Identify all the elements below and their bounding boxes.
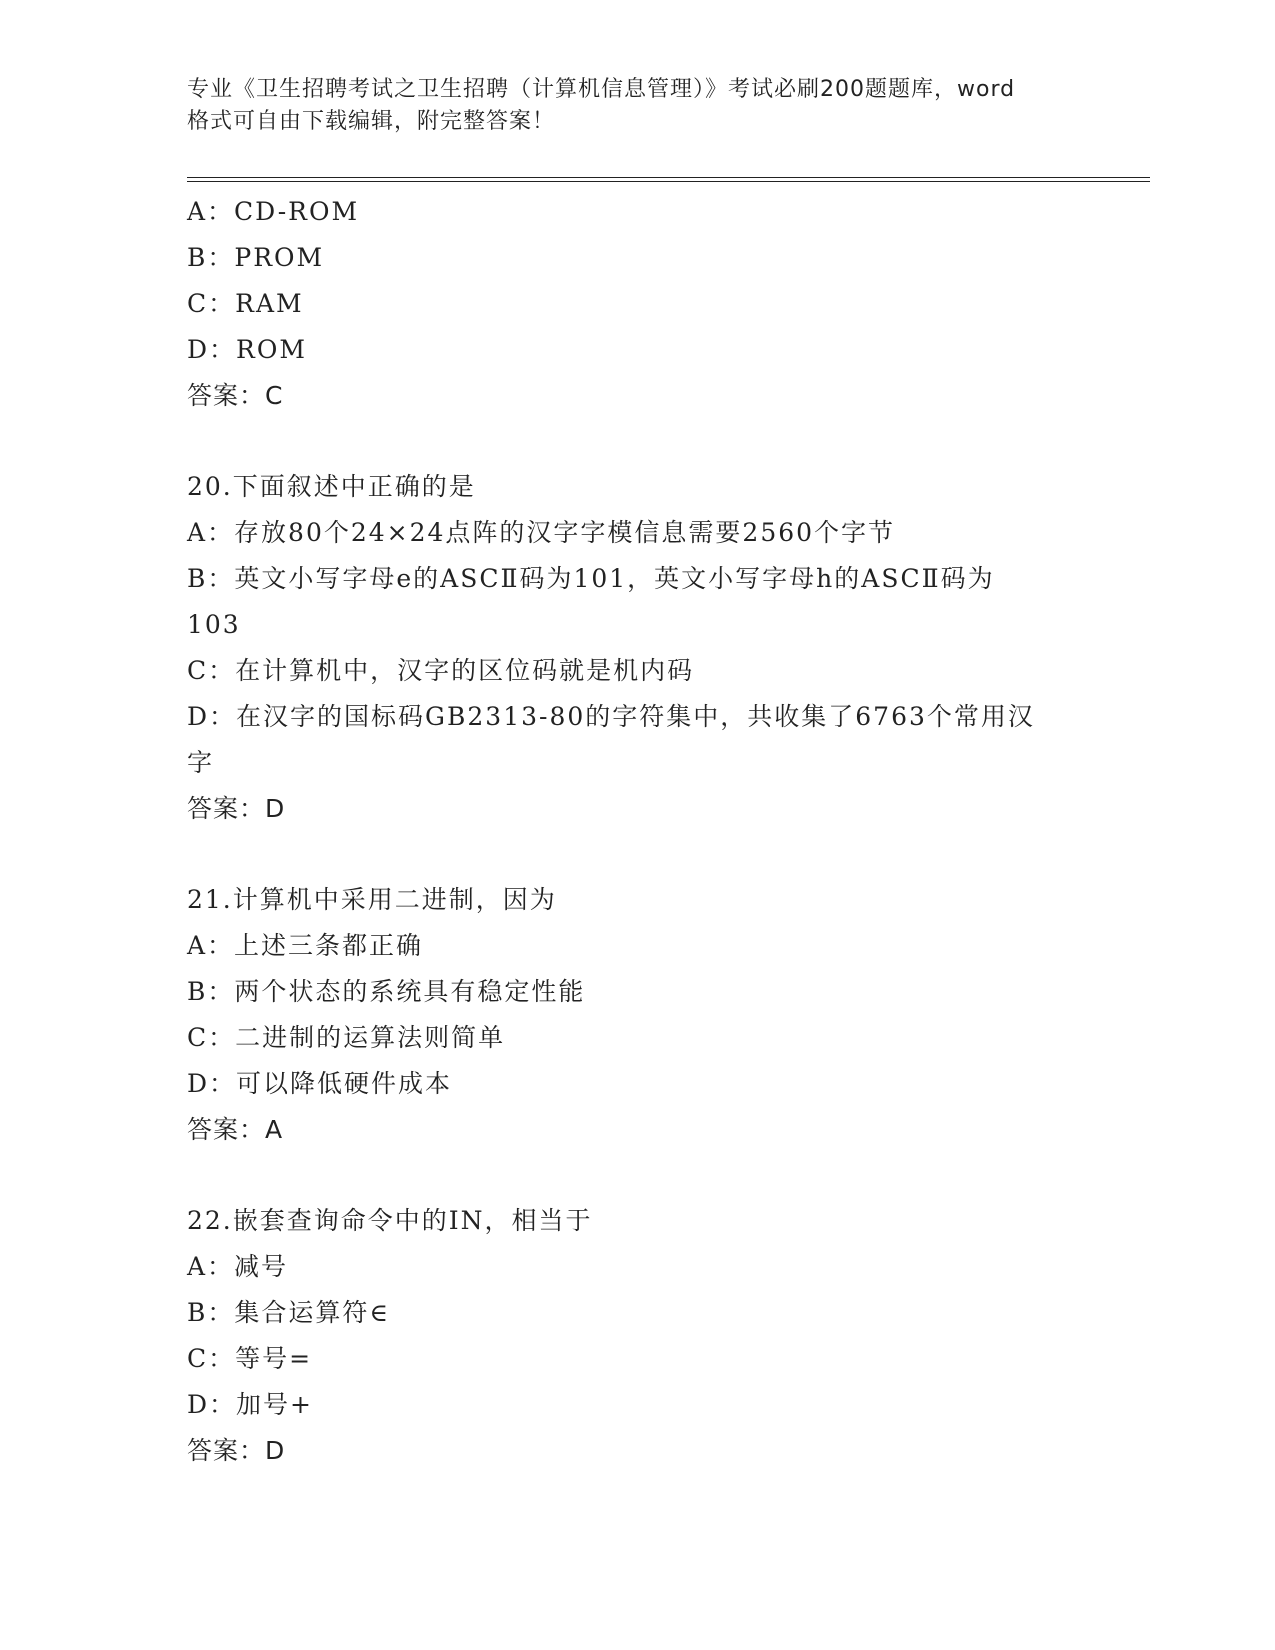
question-21 xyxy=(187,877,1087,1153)
question-list xyxy=(187,189,1087,1474)
header-divider-bottom xyxy=(187,181,1150,182)
answer: 答案：D xyxy=(187,1436,286,1465)
question-text: 22.嵌套查询命令中的IN，相当于 xyxy=(187,1206,593,1235)
question-text: 21.计算机中采用二进制，因为 xyxy=(187,885,557,914)
option-b: B：集合运算符∈ xyxy=(187,1298,390,1327)
question-22 xyxy=(187,1198,1087,1474)
option-d: D：ROM xyxy=(187,335,307,364)
option-c: C：等号= xyxy=(187,1344,313,1373)
answer: 答案：C xyxy=(187,381,284,410)
question-text: 20.下面叙述中正确的是 xyxy=(187,472,476,501)
document-header xyxy=(187,74,1087,138)
header-divider-top xyxy=(187,177,1150,178)
option-b-line-1: B：英文小写字母e的ASCⅡ码为101，英文小写字母h的ASCⅡ码为 xyxy=(187,564,995,593)
answer: 答案：A xyxy=(187,1115,284,1144)
option-a: A：上述三条都正确 xyxy=(187,931,424,960)
option-d: D：加号+ xyxy=(187,1390,313,1419)
option-c: C：二进制的运算法则简单 xyxy=(187,1023,506,1052)
question-20 xyxy=(187,464,1087,832)
option-d: D：可以降低硬件成本 xyxy=(187,1069,453,1098)
option-a: A：CD-ROM xyxy=(187,197,360,226)
option-b: B：PROM xyxy=(187,243,325,272)
option-c: C：RAM xyxy=(187,289,304,318)
option-b-line-2: 103 xyxy=(187,610,241,639)
option-c: C：在计算机中，汉字的区位码就是机内码 xyxy=(187,656,695,685)
spacer xyxy=(187,419,1087,464)
option-a: A：存放80个24×24点阵的汉字字模信息需要2560个字节 xyxy=(187,518,896,547)
header-line-2: 格式可自由下载编辑，附完整答案！ xyxy=(187,109,556,134)
option-d-line-2: 字 xyxy=(187,748,215,777)
header-line-1: 专业《卫生招聘考试之卫生招聘（计算机信息管理）》考试必刷200题题库，word xyxy=(187,77,1016,102)
option-d-line-1: D：在汉字的国标码GB2313-80的字符集中，共收集了6763个常用汉 xyxy=(187,702,1035,731)
spacer xyxy=(187,832,1087,877)
option-b: B：两个状态的系统具有稳定性能 xyxy=(187,977,586,1006)
option-a: A：减号 xyxy=(187,1252,289,1281)
question-19 xyxy=(187,189,1087,419)
answer: 答案：D xyxy=(187,794,286,823)
spacer xyxy=(187,1153,1087,1198)
